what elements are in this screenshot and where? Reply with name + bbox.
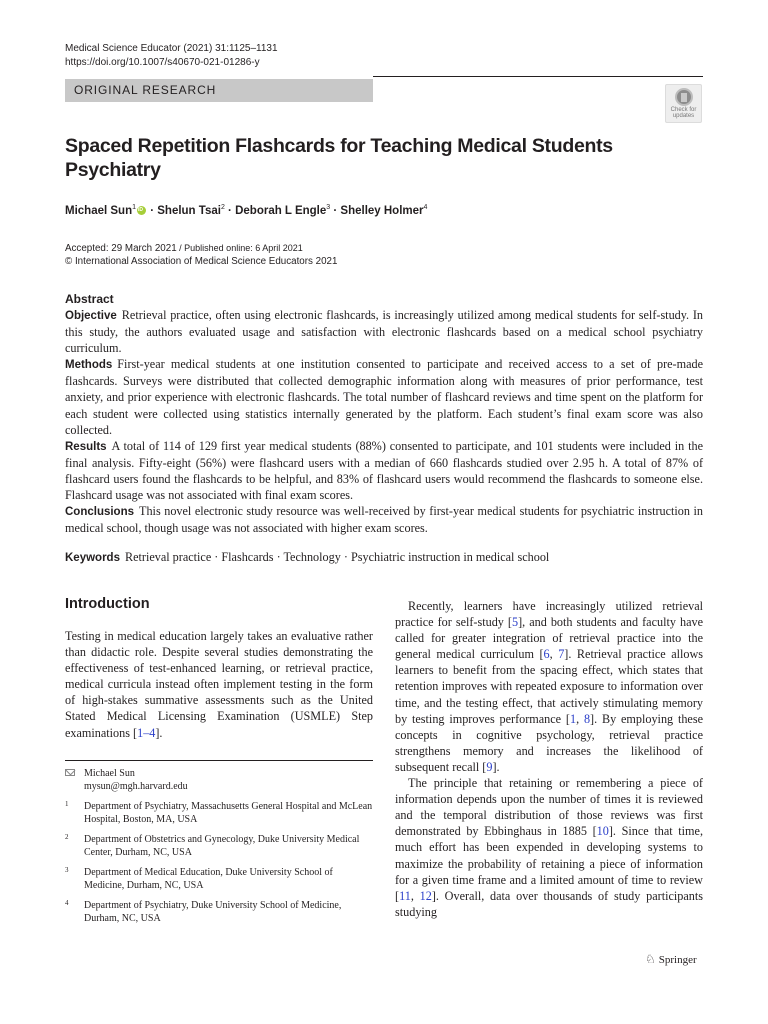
intro-left-column	[65, 628, 373, 741]
article-type-band	[65, 79, 373, 102]
article-title: Spaced Repetition Flashcards for Teaching Medical Students Psychiatry	[65, 135, 613, 181]
doi-link[interactable]: https://doi.org/10.1007/s40670-021-01286-y	[65, 57, 260, 68]
article-type-label: ORIGINAL RESEARCH	[74, 83, 217, 97]
abstract-conclusions: Conclusions This novel electronic study resource was well-received by first-year medical students for psychiatric instruction in medical school, though usage was not associated with higher exam scores.	[65, 504, 703, 536]
affiliation: 4 Department of Psychiatry, Duke University School of Medicine, Durham, NC, USA	[65, 899, 342, 924]
citation-link[interactable]: 8	[583, 711, 591, 726]
abstract-objective: Objective Retrieval practice, often using electronic flashcards, is increasingly utilized among medical students for self-study. In this study, the authors evaluated usage and satisfaction with electronic flashcards based on a medical school psychiatry curriculum.	[65, 308, 703, 356]
publication-dates	[65, 242, 337, 268]
author-name: Michael Sun	[65, 204, 133, 217]
author-name: Shelley Holmer	[340, 204, 424, 217]
springer-horse-icon: ♘	[645, 952, 656, 966]
intro-paragraph: Testing in medical education largely takes an evaluative rather than didactic role. Despite several studies demonstrating the effectiveness of test-enhanced learning, or retrieval practice, medical curricula instead often implement testing in the form of high-stakes summative assessments such as the United Stated Medical Licensing Examination (USMLE) Step examinations [1–4].	[65, 629, 373, 740]
published-date: / Published online: 6 April 2021	[176, 243, 303, 253]
author-name: Deborah L Engle	[235, 204, 327, 217]
copyright: © International Association of Medical Science Educators 2021	[65, 256, 338, 267]
footnotes	[65, 767, 373, 932]
envelope-icon	[65, 769, 75, 776]
citation-link[interactable]: 6	[543, 647, 550, 662]
citation-link[interactable]: 1	[569, 711, 577, 726]
abstract-heading: Abstract	[65, 292, 114, 306]
citation-link[interactable]: 5	[511, 615, 519, 630]
citation-link[interactable]: 1–4	[137, 725, 156, 740]
introduction-heading: Introduction	[65, 596, 150, 612]
intro-paragraph: Recently, learners have increasingly utilized retrieval practice for self-study [5], and both students and faculty have called for greater integration of retrieval practice into the general medical curriculum [6, 7]. Retrieval practice allows learners to benefit from the spacing effect, which states that retention improves with repeated exposure to information over time, and the testing effect, that actively stimulating memory by testing improves performance [1, 8]. By employing these concepts in cognitive psychology, retrieval practice strengthens memory and increases the likelihood of subsequent recall [9].	[395, 599, 704, 774]
citation-link[interactable]: 7	[558, 647, 565, 662]
accepted-date: Accepted: 29 March 2021	[65, 243, 177, 254]
citation-link[interactable]: 9	[486, 759, 493, 774]
affiliation: 3 Department of Medical Education, Duke University School of Medicine, Durham, NC, USA	[65, 866, 333, 891]
abstract-methods: Methods First-year medical students at one institution consented to participate and received access to a set of pre-made flashcards. Surveys were distributed that collected demographic information along with measures of prior performance, test anxiety, and prior experience with electronic flashcards. The total number of flashcard reviews and time spent on the platform for each student were collected using statistics internally generated by the platform. Each student’s final exam score was also collected.	[65, 357, 703, 437]
corresponding-author: Michael Sun mysun@mgh.harvard.edu	[65, 767, 373, 793]
publisher-logo: ♘ Springer	[645, 952, 697, 966]
affiliation: 1 Department of Psychiatry, Massachusetts General Hospital and McLean Hospital, Boston, MA, USA	[65, 800, 373, 825]
crossmark-icon	[675, 88, 693, 106]
affiliation: 2 Department of Obstetrics and Gynecology, Duke University Medical Center, Durham, NC, USA	[65, 833, 360, 858]
citation-link[interactable]: 12	[419, 888, 432, 903]
keywords: Keywords Retrieval practice · Flashcards · Technology · Psychiatric instruction in medical school	[65, 550, 550, 564]
intro-paragraph: The principle that retaining or remembering a piece of information depends upon the number of times it is reviewed and the temporal distribution of those reviews was first demonstrated by Ebbinghaus in 1885 [10]. Since that time, much effort has been expended in developing systems to maximize the probability of retaining a piece of information for a given time frame and a limited amount of time to review [11, 12]. Overall, data over thousands of study participants studying	[395, 776, 703, 919]
footnote-rule	[65, 760, 373, 761]
abstract	[65, 291, 703, 536]
abstract-results: Results A total of 114 of 129 first year medical students (88%) consented to participate, and 101 students were included in the final analysis. Fifty-eight (56%) were flashcard users with a median of 660 flashcards studied over 2.95 h. A total of 87% of flashcard users found the flashcards to be helpful, and 83% of flashcard users would recommend the flashcards to someone else. Flashcard usage was not associated with final exam scores.	[65, 438, 703, 503]
journal-line: Medical Science Educator (2021) 31:1125–1131	[65, 43, 278, 54]
check-for-updates-badge[interactable]: Check for updates	[665, 84, 702, 123]
header-rule	[373, 76, 703, 77]
citation-link[interactable]: 11	[399, 888, 411, 903]
journal-citation	[65, 42, 278, 70]
intro-right-column	[395, 598, 703, 920]
email-link[interactable]: mysun@mgh.harvard.edu	[84, 781, 188, 792]
author-name: Shelun Tsai	[157, 204, 221, 217]
orcid-icon[interactable]	[137, 206, 146, 215]
citation-link[interactable]: 10	[596, 824, 609, 839]
author-list: Michael Sun$^1$iD · Shelun Tsai$^2$ · Deborah L Engle$^3$ · Shelley Holmer$^4$	[65, 204, 427, 217]
